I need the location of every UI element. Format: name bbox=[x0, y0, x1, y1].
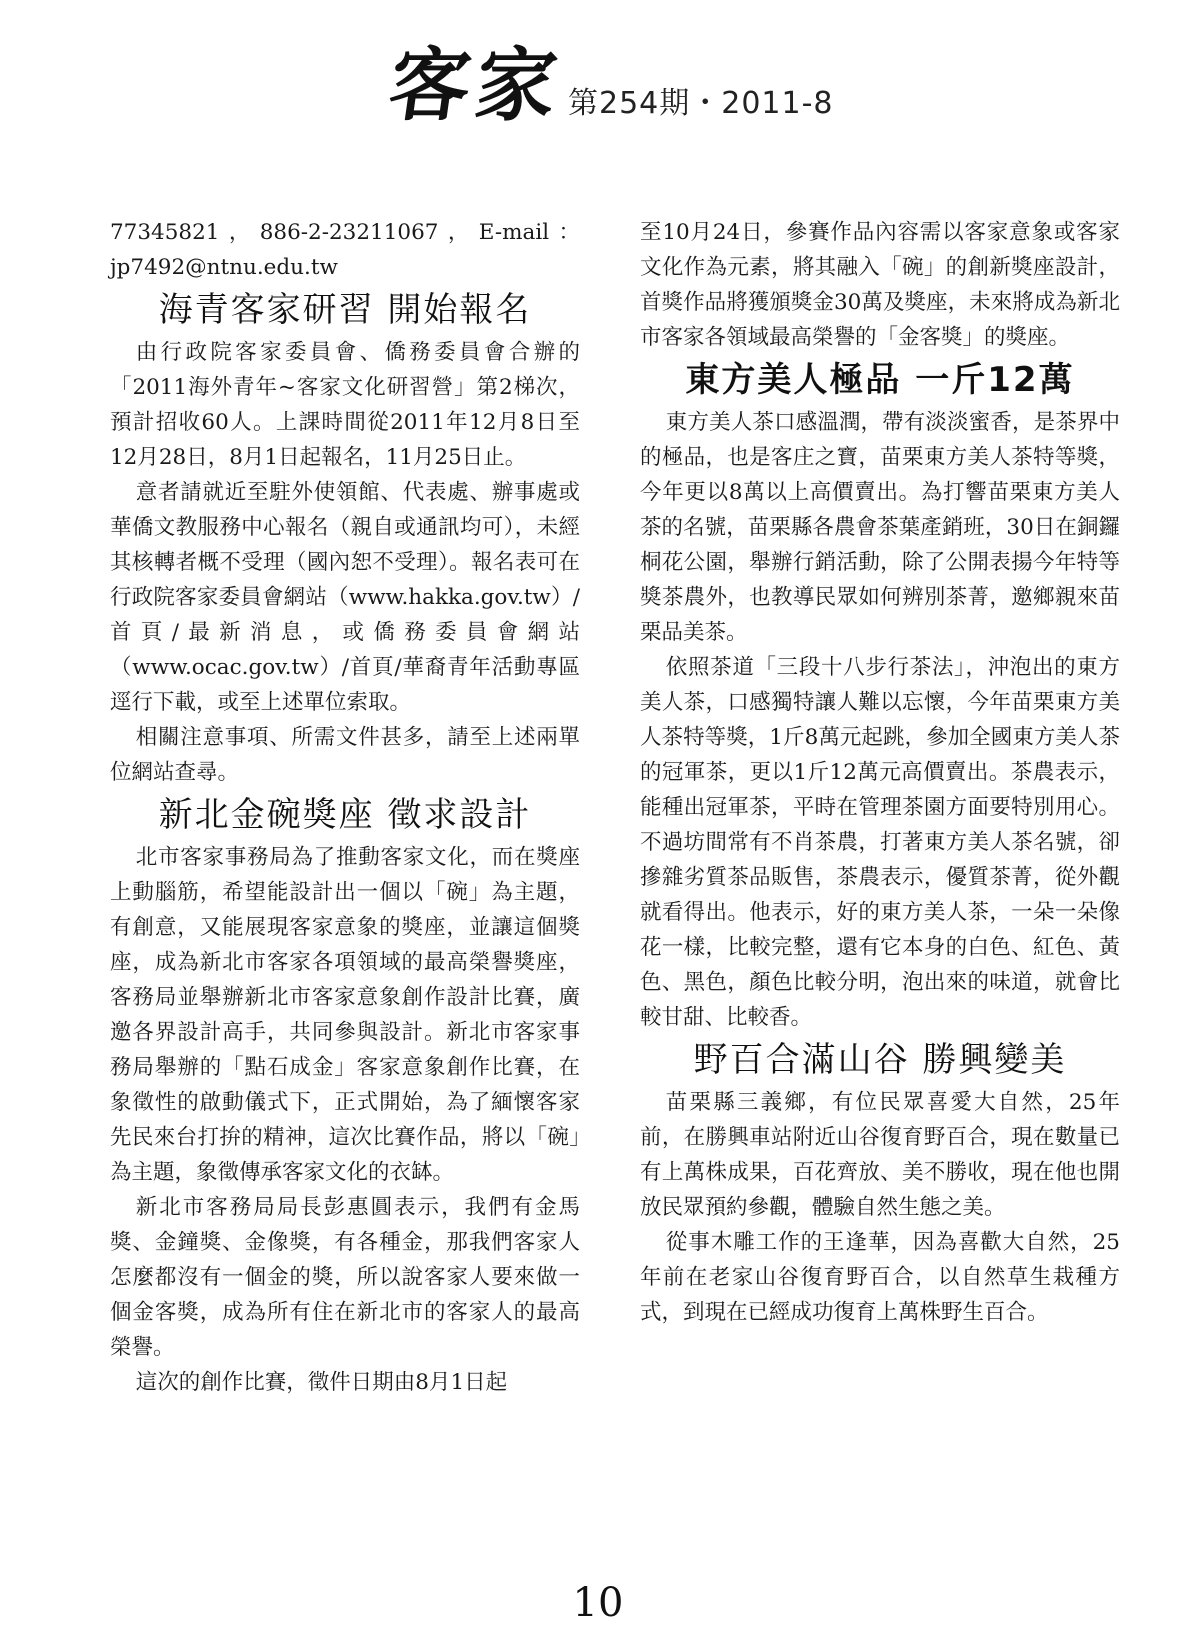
article-paragraph: 新北市客務局局長彭惠圓表示，我們有金馬獎、金鐘獎、金像獎，有各種金，那我們客家人怎麼都沒有一個金的獎，所以說客家人要來做一個金客獎，成為所有住在新北市的客家人的最高榮譽。 bbox=[110, 1195, 580, 1360]
article-paragraph: 苗栗縣三義鄉，有位民眾喜愛大自然，25年前，在勝興車站附近山谷復育野百合，現在數量已有上萬株成果，百花齊放、美不勝收，現在他也開放民眾預約參觀，體驗自然生態之美。 bbox=[640, 1090, 1120, 1220]
contact-line: 77345821，886-2-23211067，E-mail：jp7492@ntnu.edu.tw bbox=[110, 220, 580, 280]
article-title-overseas-youth: 海青客家研習 開始報名 bbox=[158, 290, 532, 330]
article-title-oriental-beauty-tea: 東方美人極品 一斤12萬 bbox=[685, 360, 1075, 400]
page-number: 10 bbox=[572, 1580, 624, 1626]
article-title-golden-bowl: 新北金碗獎座 徵求設計 bbox=[158, 795, 532, 835]
article-paragraph: 這次的創作比賽，徵件日期由8月1日起 bbox=[135, 1370, 508, 1395]
magazine-logo: 客家 bbox=[383, 38, 569, 132]
issue-info: 第254期・2011-8 bbox=[568, 86, 834, 121]
article-paragraph: 從事木雕工作的王逢華，因為喜歡大自然，25年前在老家山谷復育野百合，以自然草生栽種方式，到現在已經成功復育上萬株野生百合。 bbox=[640, 1230, 1120, 1325]
article-paragraph: 由行政院客家委員會、僑務委員會合辦的「2011海外青年~客家文化研習營」第2梯次，預計招收60人。上課時間從2011年12月8日至12月28日，8月1日起報名，11月25日止。 bbox=[110, 340, 580, 470]
article-paragraph: 北市客家事務局為了推動客家文化，而在獎座上動腦筋，希望能設計出一個以「碗」為主題，有創意，又能展現客家意象的獎座，並讓這個獎座，成為新北市客家各項領域的最高榮譽獎座，客務局並舉辦新北市客家意象創作設計比賽，廣邀各界設計高手，共同參與設計。新北市客家事務局舉辦的「點石成金」客家意象創作比賽，在象徵性的啟動儀式下，正式開始，為了緬懷客家先民來台打拚的精神，這次比賽作品，將以「碗」為主題，象徵傳承客家文化的衣缽。 bbox=[110, 845, 580, 1185]
article-paragraph: 東方美人茶口感溫潤，帶有淡淡蜜香，是茶界中的極品，也是客庄之寶，苗栗東方美人茶特等獎，今年更以8萬以上高價賣出。為打響苗栗東方美人茶的名號，苗栗縣各農會茶葉產銷班，30日在銅鑼桐花公園，舉辦行銷活動，除了公開表揚今年特等獎茶農外，也教導民眾如何辨別茶菁，邀鄉親來苗栗品美茶。 bbox=[640, 410, 1120, 645]
article-paragraph: 意者請就近至駐外使領館、代表處、辦事處或華僑文教服務中心報名（親自或通訊均可），未經其核轉者概不受理（國內恕不受理）。報名表可在行政院客家委員會網站（www.hakka.gov.tw）/首頁/最新消息，或僑務委員會網站（www.ocac.gov.tw）/首頁/華裔青年活動專區逕行下載，或至上述單位索取。 bbox=[110, 480, 580, 715]
article-paragraph-continued: 至10月24日，參賽作品內容需以客家意象或客家文化作為元素，將其融入「碗」的創新獎座設計，首獎作品將獲頒獎金30萬及獎座，未來將成為新北市客家各領域最高榮譽的「金客獎」的獎座。 bbox=[640, 220, 1120, 350]
left-column bbox=[110, 215, 580, 1400]
masthead bbox=[383, 38, 870, 132]
article-title-wild-lily: 野百合滿山谷 勝興變美 bbox=[693, 1040, 1067, 1080]
article-paragraph: 依照茶道「三段十八步行茶法」，沖泡出的東方美人茶，口感獨特讓人難以忘懷，今年苗栗東方美人茶特等獎，1斤8萬元起跳，參加全國東方美人茶的冠軍茶，更以1斤12萬元高價賣出。茶農表示，能種出冠軍茶，平時在管理茶園方面要特別用心。不過坊間常有不肖茶農，打著東方美人茶名號，卻摻雜劣質茶品販售，茶農表示，優質茶菁，從外觀就看得出。他表示，好的東方美人茶，一朵一朵像花一樣，比較完整，還有它本身的白色、紅色、黃色、黑色，顏色比較分明，泡出來的味道，就會比較甘甜、比較香。 bbox=[640, 655, 1120, 1030]
article-paragraph: 相關注意事項、所需文件甚多，請至上述兩單位網站查尋。 bbox=[110, 725, 580, 785]
right-column bbox=[640, 215, 1120, 1330]
